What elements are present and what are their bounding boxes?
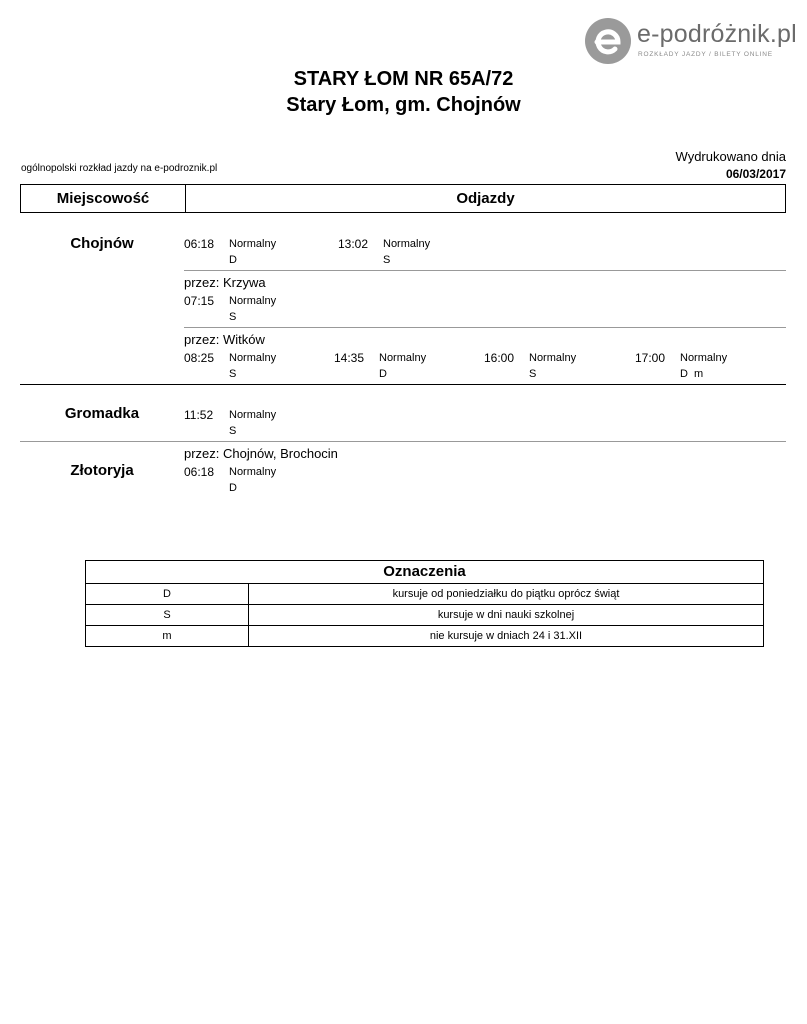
town-zlotoryja: Złotoryja [70, 462, 134, 479]
legend-row: D kursuje od poniedziałku do piątku oprócz świąt [86, 584, 763, 605]
logo-subtitle: ROZKŁADY JAZDY / BILETY ONLINE [638, 51, 773, 58]
legend-row: m nie kursuje w dniach 24 i 31.XII [86, 626, 763, 646]
printed-date: 06/03/2017 [725, 167, 786, 181]
via-label: przez: Witków [184, 332, 265, 347]
e-podroznik-logo [585, 18, 797, 66]
town-chojnow: Chojnów [70, 235, 134, 252]
stop-title: STARY ŁOM NR 65A/72 [293, 68, 514, 90]
logo-text: e-podróżnik.pl [637, 20, 797, 48]
col-departures: Odjazdy [456, 190, 515, 207]
legend-title: Oznaczenia [86, 561, 763, 584]
via-label: przez: Chojnów, Brochocin [184, 446, 338, 461]
logo-e-icon [585, 18, 631, 64]
town-gromadka: Gromadka [64, 405, 140, 422]
via-label: przez: Krzywa [184, 275, 266, 290]
source-note: ogólnopolski rozkład jazdy na e-podroznik.pl [21, 163, 218, 174]
printed-info [676, 148, 786, 183]
col-place: Miejscowość [56, 190, 150, 207]
legend-table [85, 560, 764, 647]
stop-subtitle: Stary Łom, gm. Chojnów [286, 94, 521, 116]
table-header [20, 184, 786, 213]
printed-label: Wydrukowano dnia [675, 149, 786, 164]
legend-row: S kursuje w dni nauki szkolnej [86, 605, 763, 626]
